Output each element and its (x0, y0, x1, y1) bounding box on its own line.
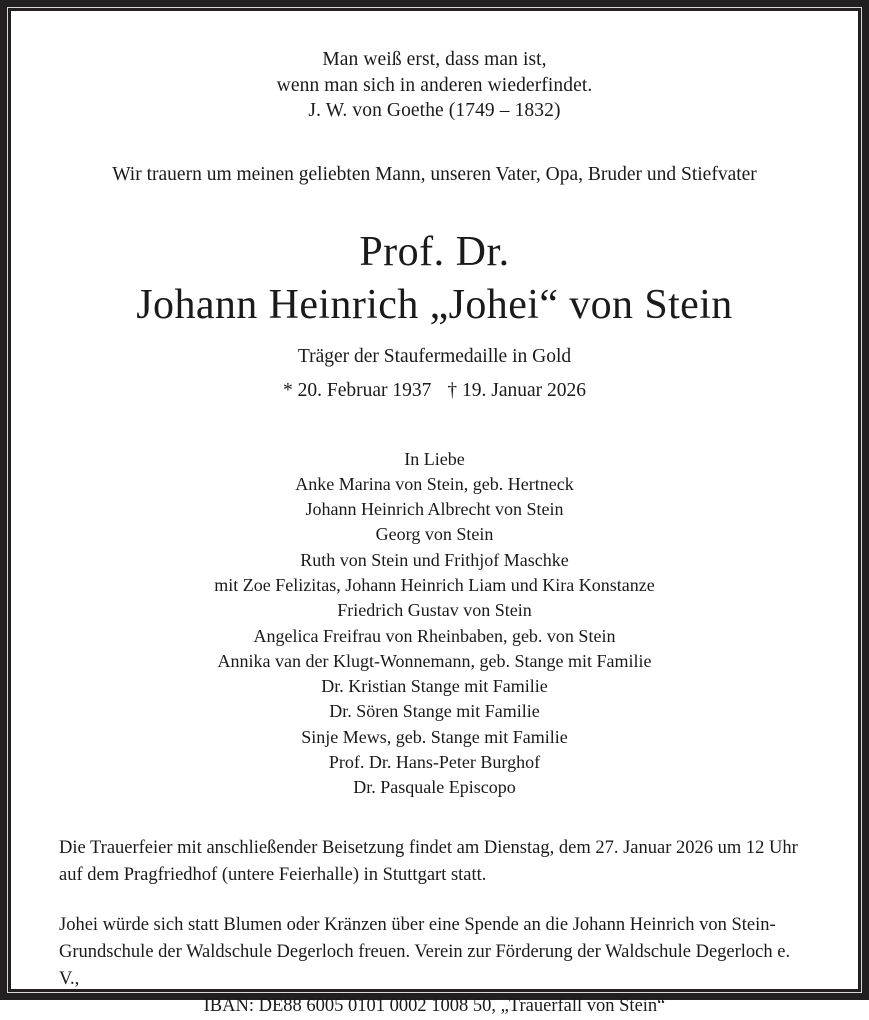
survivors-intro: In Liebe (404, 448, 465, 469)
survivor-name: Annika van der Klugt-Wonnemann, geb. Stange mit Familie (217, 650, 652, 671)
survivor-name: mit Zoe Felizitas, Johann Heinrich Liam und Kira Konstanze (214, 574, 655, 595)
epigraph-line-1: Man weiß erst, dass man ist, (322, 49, 547, 70)
footer-information (51, 835, 818, 1020)
survivor-name: Prof. Dr. Hans-Peter Burghof (328, 752, 541, 773)
survivor-name: Johann Heinrich Albrecht von Stein (305, 499, 564, 520)
deceased-life-dates (51, 378, 818, 403)
survivor-name: Sinje Mews, geb. Stange mit Familie (301, 726, 568, 747)
epigraph-line-2: wenn man sich in anderen wiederfindet. (276, 74, 593, 96)
epigraph (51, 47, 818, 124)
birth-date: * 20. Februar 1937 (282, 379, 432, 401)
deceased-academic-title: Prof. Dr. (359, 228, 510, 275)
obituary-card (11, 11, 858, 1016)
obituary-frame-inner-rule (7, 7, 862, 1016)
funeral-service-details: Die Trauerfeier mit anschließender Beisetzung findet am Dienstag, dem 27. Januar 2026 um 12 Uhr auf dem Pragfriedhof (untere Feierhalle) in Stuttgart statt. (59, 837, 798, 885)
death-date: † 19. Januar 2026 (447, 379, 587, 401)
donation-iban: IBAN: DE88 6005 0101 0002 1008 50, „Trauerfall von Stein“ (203, 995, 666, 1016)
survivor-name: Dr. Pasquale Episcopo (353, 777, 516, 798)
survivor-name: Ruth von Stein und Frithjof Maschke (300, 549, 569, 570)
survivor-name: Dr. Sören Stange mit Familie (329, 701, 540, 722)
survivor-name: Friedrich Gustav von Stein (337, 600, 532, 621)
deceased-full-name: Johann Heinrich „Johei“ von Stein (136, 281, 733, 328)
epigraph-attribution: J. W. von Goethe (1749 – 1832) (308, 100, 561, 121)
survivor-name: Dr. Kristian Stange mit Familie (321, 676, 548, 697)
deceased-honor: Träger der Staufermedaille in Gold (297, 345, 572, 367)
deceased-name-block (51, 226, 818, 403)
mourning-statement: Wir trauern um meinen geliebten Mann, unseren Vater, Opa, Bruder und Stiefvater (112, 163, 757, 185)
donation-request: Johei würde sich statt Blumen oder Kränzen über eine Spende an die Johann Heinrich von Stein-Grundschule der Waldschule Degerloch freuen. Verein zur Förderung der Waldschule Degerloch e. V., (59, 914, 791, 989)
survivor-name: Anke Marina von Stein, geb. Hertneck (295, 473, 574, 494)
survivors-list (51, 447, 818, 801)
survivor-name: Georg von Stein (375, 524, 494, 545)
survivor-name: Angelica Freifrau von Rheinbaben, geb. von Stein (253, 625, 616, 646)
